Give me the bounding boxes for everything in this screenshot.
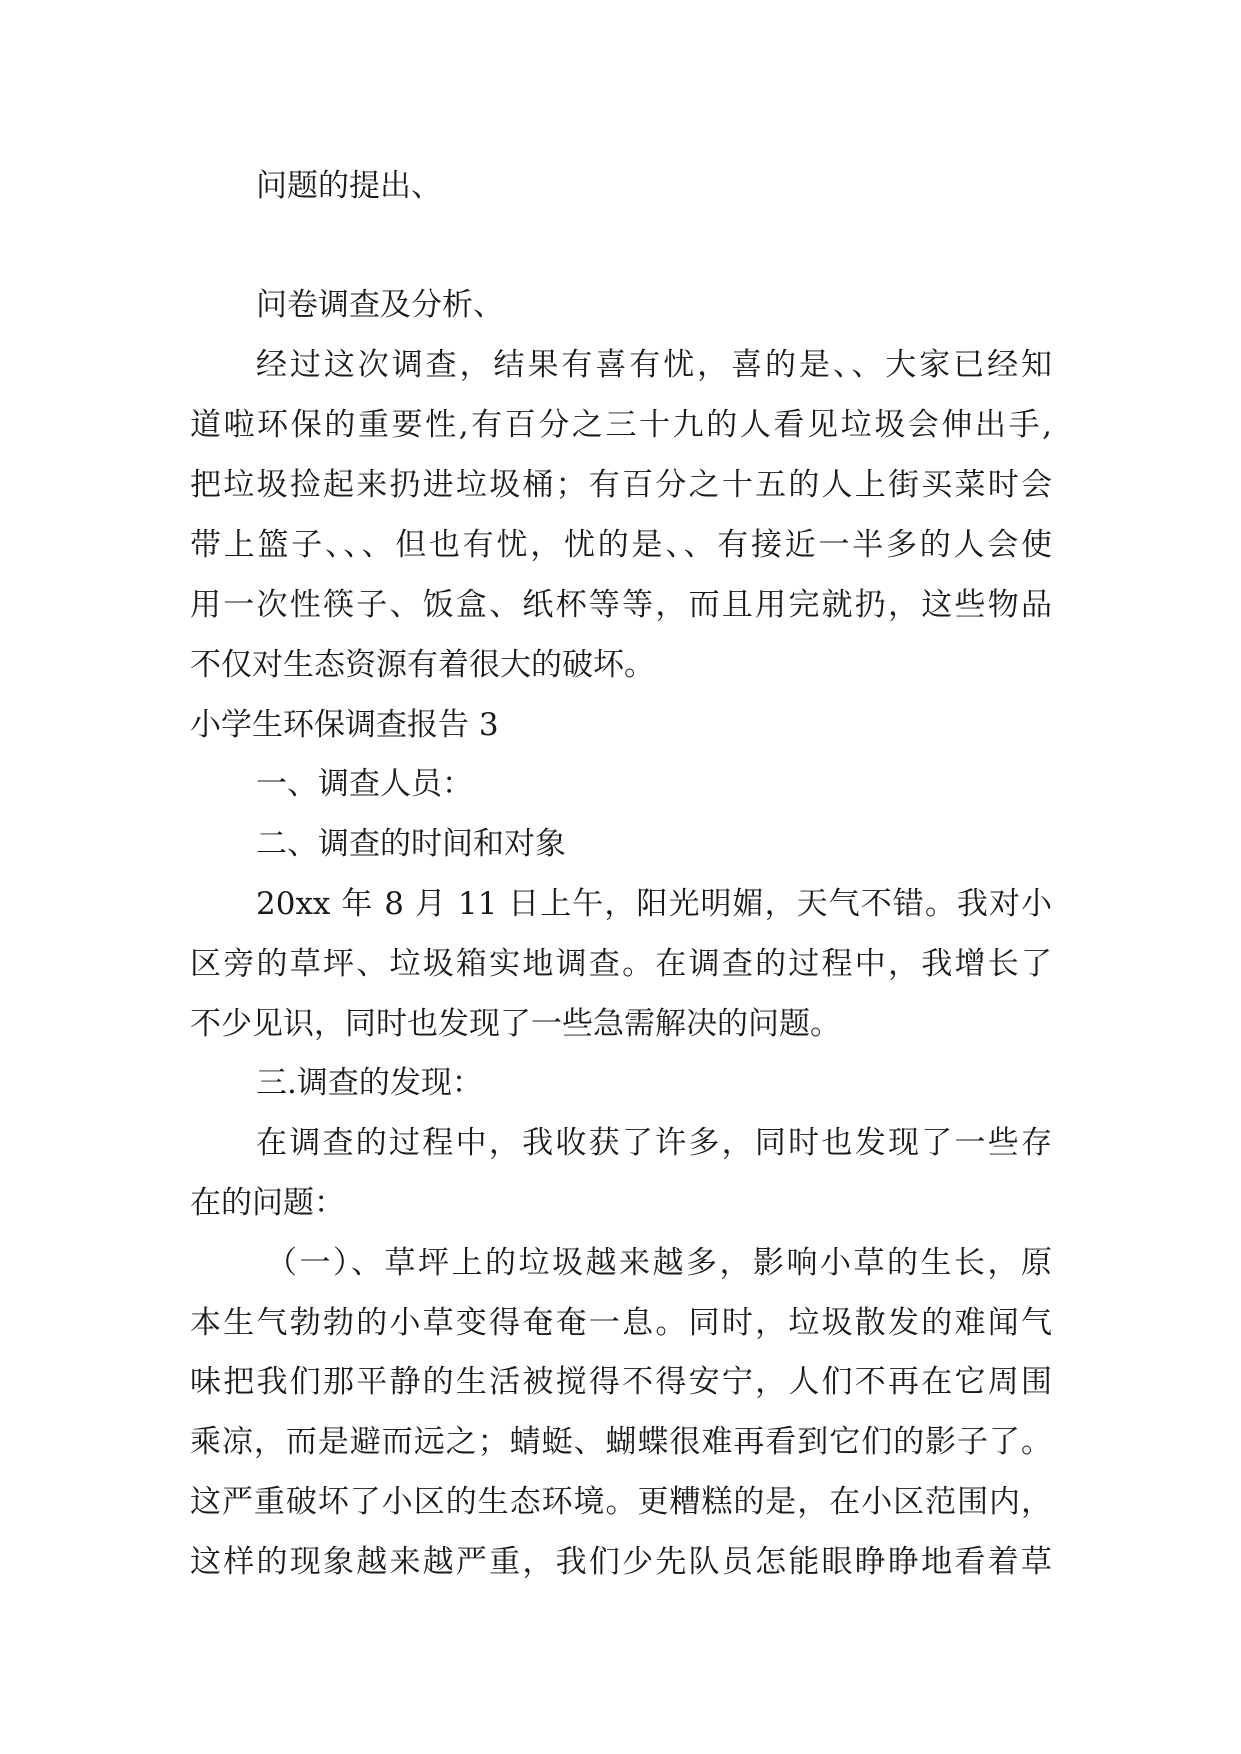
section-title: 小学生环保调查报告 3: [190, 707, 499, 743]
paragraph-line: 这样的现象越来越严重，我们少先队员怎能眼睁睁地看着草: [190, 1544, 1052, 1580]
paragraph-line: 问卷调查及分析、: [256, 287, 504, 323]
paragraph-line: 不仅对生态资源有着很大的破坏。: [190, 647, 655, 683]
paragraph-line: 经过这次调查，结果有喜有忧，喜的是、、大家已经知: [256, 347, 1052, 383]
paragraph-line: 这严重破坏了小区的生态环境。更糟糕的是，在小区范围内，: [190, 1484, 1052, 1520]
paragraph-line: 20xx 年 8 月 11 日上午，阳光明媚，天气不错。我对小: [256, 886, 1052, 922]
paragraph-line: 问题的提出、: [256, 168, 442, 204]
paragraph-line: （一）、草坪上的垃圾越来越多，影响小草的生长，原: [266, 1245, 1052, 1281]
paragraph-line: 用一次性筷子、饭盒、纸杯等等，而且用完就扔，这些物品: [190, 587, 1052, 623]
paragraph-line: 本生气勃勃的小草变得奄奄一息。同时，垃圾散发的难闻气: [190, 1305, 1052, 1341]
paragraph-line: 味把我们那平静的生活被搅得不得安宁，人们不再在它周围: [190, 1364, 1052, 1400]
paragraph-line: 乘凉，而是避而远之；蜻蜓、蝴蝶很难再看到它们的影子了。: [190, 1424, 1052, 1460]
paragraph-line: 在的问题：: [190, 1185, 345, 1221]
paragraph-line: 带上篮子、、、但也有忧，忧的是、、有接近一半多的人会使: [190, 527, 1052, 563]
paragraph-line: 在调查的过程中，我收获了许多，同时也发现了一些存: [256, 1125, 1052, 1161]
paragraph-line: 不少见识，同时也发现了一些急需解决的问题。: [190, 1006, 841, 1042]
paragraph-line: 一、调查人员：: [256, 766, 473, 802]
paragraph-line: 道啦环保的重要性,有百分之三十九的人看见垃圾会伸出手,: [190, 407, 1052, 443]
paragraph-line: 把垃圾捡起来扔进垃圾桶；有百分之十五的人上街买菜时会: [190, 467, 1052, 503]
paragraph-line: 二、调查的时间和对象: [256, 826, 566, 862]
paragraph-line: 三.调查的发现：: [256, 1065, 483, 1101]
paragraph-line: 区旁的草坪、垃圾箱实地调查。在调查的过程中，我增长了: [190, 946, 1052, 982]
